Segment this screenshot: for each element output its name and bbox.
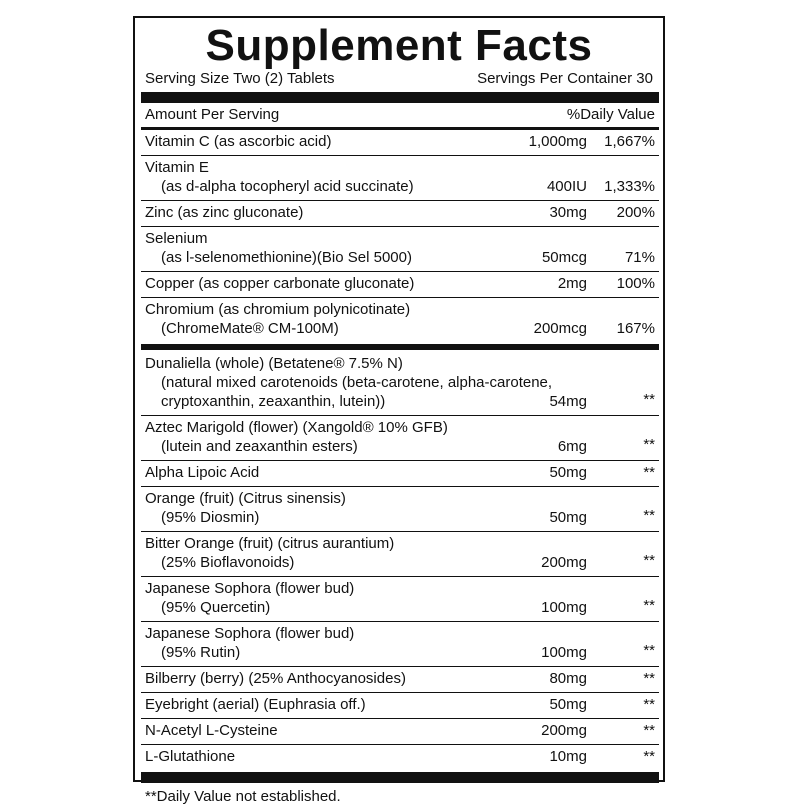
ingredient-daily-value: 200% <box>616 204 655 221</box>
table-row <box>145 156 655 200</box>
ingredient-amount: 6mg <box>557 438 587 455</box>
column-header <box>145 106 655 126</box>
ingredient-daily-value: ** <box>643 552 655 569</box>
bottom-thick-bar <box>141 772 659 783</box>
ingredient-name: L-Glutathione <box>145 748 236 765</box>
ingredient-name: Chromium (as chromium polynicotinate) <box>145 301 411 318</box>
ingredient-name: (ChromeMate® CM-100M) <box>161 320 339 337</box>
table-row <box>145 719 655 744</box>
ingredient-daily-value: 1,333% <box>604 178 655 195</box>
ingredient-daily-value: ** <box>643 436 655 453</box>
ingredient-name: Eyebright (aerial) (Euphrasia off.) <box>145 696 366 713</box>
ingredient-name: (as l-selenomethionine)(Bio Sel 5000) <box>161 249 412 266</box>
ingredient-amount: 1,000mg <box>528 133 587 150</box>
table-row <box>145 667 655 692</box>
serving-info <box>145 70 653 90</box>
ingredient-daily-value: 1,667% <box>604 133 655 150</box>
ingredient-amount: 400IU <box>546 178 587 195</box>
ingredient-name: Copper (as copper carbonate gluconate) <box>145 275 415 292</box>
ingredient-daily-value: 167% <box>616 320 655 337</box>
table-row <box>145 227 655 271</box>
ingredient-amount: 50mcg <box>541 249 587 266</box>
table-row <box>145 532 655 576</box>
ingredient-daily-value: ** <box>643 642 655 659</box>
ingredient-name: Zinc (as zinc gluconate) <box>145 204 304 221</box>
ingredient-name: (25% Bioflavonoids) <box>161 554 295 571</box>
table-row <box>145 745 655 770</box>
ingredient-name: Bilberry (berry) (25% Anthocyanosides) <box>145 670 406 687</box>
ingredient-name: (95% Quercetin) <box>161 599 271 616</box>
ingredient-amount: 100mg <box>541 599 587 616</box>
serving-size: Serving Size Two (2) Tablets <box>145 70 335 87</box>
table-row <box>145 693 655 718</box>
table-row <box>145 298 655 342</box>
ingredient-name: (95% Rutin) <box>161 644 241 661</box>
ingredient-amount: 10mg <box>549 748 587 765</box>
ingredient-name: Bitter Orange (fruit) (citrus aurantium) <box>145 535 395 552</box>
ingredient-name: Japanese Sophora (flower bud) <box>145 625 355 642</box>
top-thick-bar <box>141 92 659 103</box>
table-row <box>145 461 655 486</box>
ingredient-name: (95% Diosmin) <box>161 509 260 526</box>
ingredient-name: Aztec Marigold (flower) (Xangold® 10% GFB) <box>145 419 448 436</box>
ingredient-amount: 80mg <box>549 670 587 687</box>
table-row <box>145 272 655 297</box>
servings-per-container: Servings Per Container 30 <box>477 70 653 87</box>
ingredient-name: (as d-alpha tocopheryl acid succinate) <box>161 178 414 195</box>
ingredient-amount: 200mcg <box>533 320 587 337</box>
ingredient-amount: 50mg <box>549 509 587 526</box>
ingredient-name: Alpha Lipoic Acid <box>145 464 260 481</box>
ingredient-name: Orange (fruit) (Citrus sinensis) <box>145 490 346 507</box>
ingredient-daily-value: ** <box>643 507 655 524</box>
ingredient-name: Vitamin C (as ascorbic acid) <box>145 133 332 150</box>
ingredient-name: cryptoxanthin, zeaxanthin, lutein)) <box>161 393 386 410</box>
middle-thick-bar <box>141 344 659 350</box>
supplement-facts-panel <box>133 16 665 805</box>
ingredient-daily-value: ** <box>643 597 655 614</box>
ingredient-amount: 50mg <box>549 464 587 481</box>
ingredient-daily-value: ** <box>643 670 655 687</box>
ingredient-amount: 200mg <box>541 554 587 571</box>
ingredient-amount: 2mg <box>557 275 587 292</box>
ingredient-daily-value: ** <box>643 722 655 739</box>
table-row <box>145 416 655 460</box>
table-row <box>145 352 655 415</box>
ingredient-daily-value: ** <box>643 748 655 765</box>
ingredient-daily-value: ** <box>643 696 655 713</box>
ingredient-amount: 30mg <box>549 204 587 221</box>
footnote: **Daily Value not established. <box>145 788 341 805</box>
ingredient-name: Dunaliella (whole) (Betatene® 7.5% N) <box>145 355 403 372</box>
table-row <box>145 577 655 621</box>
table-row <box>145 487 655 531</box>
ingredient-daily-value: ** <box>643 464 655 481</box>
ingredient-amount: 200mg <box>541 722 587 739</box>
table-row <box>145 622 655 666</box>
ingredient-name: Selenium <box>145 230 208 247</box>
ingredient-amount: 54mg <box>549 393 587 410</box>
ingredient-name: Japanese Sophora (flower bud) <box>145 580 355 597</box>
daily-value-label: %Daily Value <box>566 106 655 123</box>
table-row <box>145 130 655 155</box>
ingredient-daily-value: 100% <box>616 275 655 292</box>
ingredient-name: (natural mixed carotenoids (beta-carotene, alpha-carotene, <box>161 374 553 391</box>
ingredient-name: Vitamin E <box>145 159 209 176</box>
ingredient-name: N-Acetyl L-Cysteine <box>145 722 278 739</box>
amount-per-serving-label: Amount Per Serving <box>145 106 280 123</box>
ingredient-name: (lutein and zeaxanthin esters) <box>161 438 358 455</box>
ingredient-amount: 50mg <box>549 696 587 713</box>
table-row <box>145 201 655 226</box>
ingredient-daily-value: 71% <box>624 249 655 266</box>
panel-title: Supplement Facts <box>205 21 593 70</box>
ingredient-amount: 100mg <box>541 644 587 661</box>
ingredient-daily-value: ** <box>643 391 655 408</box>
